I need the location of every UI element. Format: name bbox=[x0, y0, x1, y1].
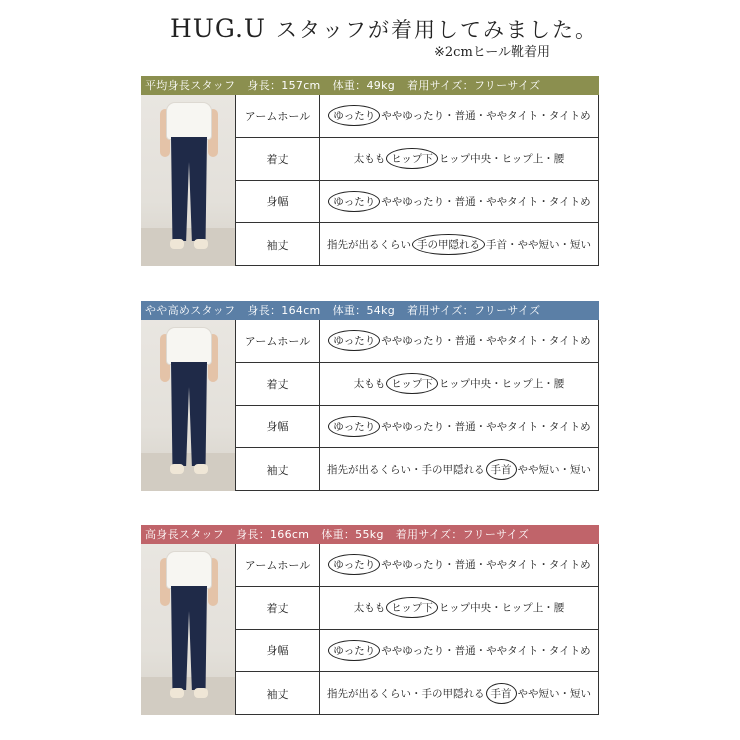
staff-size: 着用サイズ：フリーサイズ bbox=[395, 528, 530, 541]
option-text-after: ややゆったり・普通・ややタイト・タイトめ bbox=[381, 559, 591, 572]
row-options bbox=[320, 544, 598, 586]
photo-shirt bbox=[167, 328, 211, 364]
row-label: 身幅 bbox=[236, 181, 320, 223]
table-row bbox=[236, 448, 598, 491]
staff-height: 身長：166cm bbox=[236, 528, 310, 541]
row-label: 着丈 bbox=[236, 138, 320, 180]
photo-shoe-r bbox=[194, 688, 208, 698]
page-header bbox=[0, 0, 740, 70]
staff-weight: 体重：54kg bbox=[332, 304, 396, 317]
row-label: 身幅 bbox=[236, 406, 320, 448]
selected-option: ヒップ下 bbox=[386, 597, 438, 618]
option-text-after: ややゆったり・普通・ややタイト・タイトめ bbox=[381, 644, 591, 657]
table-row bbox=[236, 138, 598, 181]
table-row bbox=[236, 181, 598, 224]
table-row bbox=[236, 95, 598, 138]
row-label: アームホール bbox=[236, 95, 320, 137]
staff-photo bbox=[141, 95, 235, 266]
row-options bbox=[320, 448, 598, 491]
photo-floor bbox=[141, 453, 235, 491]
selected-option: 手首 bbox=[486, 459, 517, 480]
page-title: スタッフが着用してみました。 bbox=[276, 18, 598, 42]
row-label: 着丈 bbox=[236, 587, 320, 629]
staff-section bbox=[141, 76, 599, 266]
row-options bbox=[320, 363, 598, 405]
row-label: 着丈 bbox=[236, 363, 320, 405]
row-label: 袖丈 bbox=[236, 672, 320, 715]
option-text-after: やや短い・短い bbox=[517, 464, 591, 477]
staff-title: 高身長スタッフ bbox=[145, 528, 225, 541]
section-header bbox=[141, 525, 599, 544]
option-text-after: ややゆったり・普通・ややタイト・タイトめ bbox=[381, 110, 591, 123]
table-row bbox=[236, 320, 598, 363]
photo-shoe-r bbox=[194, 239, 208, 249]
staff-weight: 体重：49kg bbox=[332, 79, 396, 92]
staff-title: やや高めスタッフ bbox=[145, 304, 236, 317]
row-options bbox=[320, 406, 598, 448]
row-label: 袖丈 bbox=[236, 223, 320, 266]
fit-table bbox=[235, 95, 599, 266]
heel-note: ※2cmヒール靴着用 bbox=[434, 45, 550, 60]
row-options bbox=[320, 587, 598, 629]
brand-logo: HUG.U bbox=[170, 14, 266, 43]
row-options bbox=[320, 630, 598, 672]
option-text-after: やや短い・短い bbox=[517, 688, 591, 701]
photo-jeans bbox=[171, 137, 207, 241]
staff-title: 平均身長スタッフ bbox=[145, 79, 236, 92]
row-label: アームホール bbox=[236, 544, 320, 586]
staff-height: 身長：164cm bbox=[247, 304, 321, 317]
option-text-before: 指先が出るくらい・手の甲隠れる bbox=[327, 464, 485, 477]
option-text-after: ヒップ中央・ヒップ上・腰 bbox=[438, 602, 565, 615]
photo-shoe-l bbox=[170, 464, 184, 474]
staff-section bbox=[141, 301, 599, 491]
selected-option: ヒップ下 bbox=[386, 148, 438, 169]
photo-jeans bbox=[171, 362, 207, 466]
table-row bbox=[236, 544, 598, 587]
table-row bbox=[236, 223, 598, 266]
selected-option: ゆったり bbox=[328, 330, 380, 351]
section-header bbox=[141, 76, 599, 95]
section-header bbox=[141, 301, 599, 320]
option-text-before: 指先が出るくらい bbox=[327, 239, 411, 252]
row-label: アームホール bbox=[236, 320, 320, 362]
selected-option: ゆったり bbox=[328, 105, 380, 126]
staff-photo bbox=[141, 320, 235, 491]
photo-shoe-r bbox=[194, 464, 208, 474]
selected-option: ゆったり bbox=[328, 416, 380, 437]
option-text-after: ややゆったり・普通・ややタイト・タイトめ bbox=[381, 195, 591, 208]
staff-weight: 体重：55kg bbox=[321, 528, 384, 541]
section-body bbox=[141, 544, 599, 715]
row-options bbox=[320, 138, 598, 180]
table-row bbox=[236, 630, 598, 673]
option-text-before: 指先が出るくらい・手の甲隠れる bbox=[327, 688, 485, 701]
table-row bbox=[236, 587, 598, 630]
option-text-after: 手首・やや短い・短い bbox=[486, 239, 591, 252]
staff-height: 身長：157cm bbox=[247, 79, 321, 92]
selected-option: 手首 bbox=[486, 683, 517, 704]
fit-table bbox=[235, 320, 599, 491]
row-options bbox=[320, 181, 598, 223]
row-label: 身幅 bbox=[236, 630, 320, 672]
photo-floor bbox=[141, 677, 235, 715]
photo-jeans bbox=[171, 586, 207, 690]
table-row bbox=[236, 363, 598, 406]
option-text-before: 太もも bbox=[353, 378, 386, 391]
option-text-before: 太もも bbox=[353, 602, 386, 615]
row-options bbox=[320, 95, 598, 137]
staff-size: 着用サイズ：フリーサイズ bbox=[407, 304, 541, 317]
row-options bbox=[320, 320, 598, 362]
section-body bbox=[141, 95, 599, 266]
row-options bbox=[320, 672, 598, 715]
fit-table bbox=[235, 544, 599, 715]
photo-floor bbox=[141, 228, 235, 266]
table-row bbox=[236, 406, 598, 449]
selected-option: ゆったり bbox=[328, 640, 380, 661]
section-body bbox=[141, 320, 599, 491]
selected-option: ゆったり bbox=[328, 191, 380, 212]
option-text-after: ややゆったり・普通・ややタイト・タイトめ bbox=[381, 420, 591, 433]
photo-shoe-l bbox=[170, 239, 184, 249]
photo-shoe-l bbox=[170, 688, 184, 698]
option-text-before: 太もも bbox=[353, 153, 386, 166]
photo-shirt bbox=[167, 552, 211, 588]
selected-option: 手の甲隠れる bbox=[412, 234, 485, 255]
table-row bbox=[236, 672, 598, 715]
staff-photo bbox=[141, 544, 235, 715]
staff-size: 着用サイズ：フリーサイズ bbox=[407, 79, 541, 92]
row-options bbox=[320, 223, 598, 266]
option-text-after: ヒップ中央・ヒップ上・腰 bbox=[438, 153, 565, 166]
photo-shirt bbox=[167, 103, 211, 139]
option-text-after: ややゆったり・普通・ややタイト・タイトめ bbox=[381, 335, 591, 348]
staff-section bbox=[141, 525, 599, 715]
option-text-after: ヒップ中央・ヒップ上・腰 bbox=[438, 378, 565, 391]
selected-option: ゆったり bbox=[328, 554, 380, 575]
selected-option: ヒップ下 bbox=[386, 373, 438, 394]
row-label: 袖丈 bbox=[236, 448, 320, 491]
